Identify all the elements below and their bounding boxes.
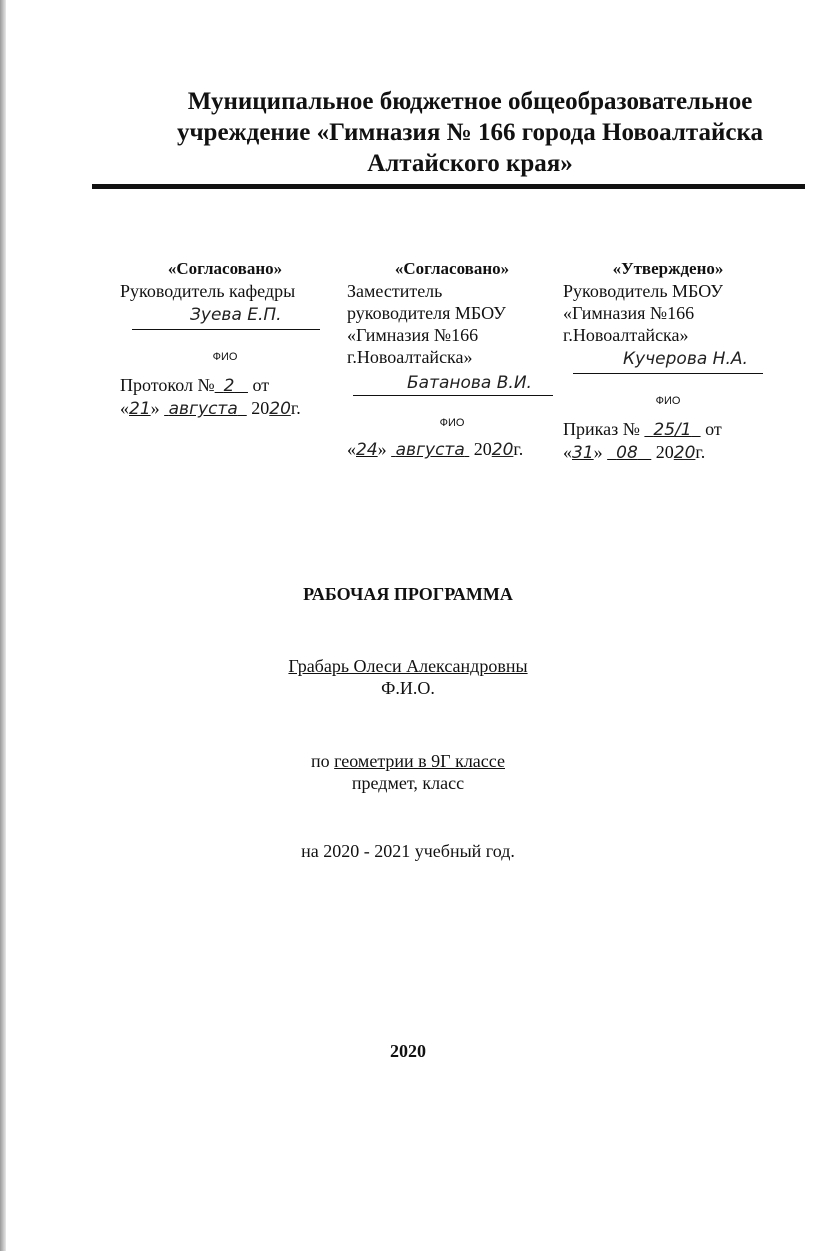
approver-org-2: г.Новоалтайска»	[563, 325, 689, 345]
signature-line	[573, 373, 763, 374]
approver-position: Руководитель МБОУ	[563, 281, 723, 301]
signature: Зуева Е.П.	[190, 305, 282, 325]
header-line-2: учреждение «Гимназия № 166 города Новоалтайска	[176, 119, 764, 146]
document-year: 2020	[390, 1041, 426, 1061]
signature: Батанова В.И.	[407, 373, 532, 393]
institution-header	[150, 86, 790, 179]
subject-line: по геометрии в 9Г классе	[311, 751, 505, 771]
protocol-date: «21» августа 2020г.	[120, 398, 301, 419]
approver-org-1: «Гимназия №166	[347, 325, 479, 345]
subject-label: предмет, класс	[351, 773, 465, 793]
approver-org-2: г.Новоалтайска»	[347, 347, 473, 367]
academic-year: на 2020 - 2021 учебный год.	[301, 841, 515, 861]
scan-edge	[0, 0, 6, 1251]
fio-label: ФИО	[655, 395, 681, 407]
header-line-3: Алтайского края»	[367, 150, 573, 177]
signature-area	[563, 346, 773, 376]
signature-area	[347, 368, 557, 398]
signature: Кучерова Н.А.	[623, 349, 748, 369]
approver-position-1: Заместитель	[347, 281, 443, 301]
approval-title: «Утверждено»	[612, 259, 724, 278]
subject: геометрии в 9Г классе	[334, 751, 505, 771]
order-date: «31» 08 2020г.	[563, 442, 706, 463]
fio-label: ФИО	[212, 351, 238, 363]
signature-line	[132, 329, 320, 330]
approval-date: «24» августа 2020г.	[347, 439, 524, 460]
approval-title: «Согласовано»	[167, 259, 283, 278]
approval-block-deputy	[347, 258, 557, 461]
teacher-label: Ф.И.О.	[381, 678, 435, 698]
signature-area	[120, 302, 330, 332]
signature-line	[353, 395, 553, 396]
protocol-line: Протокол № 2 от	[120, 375, 270, 396]
order-line: Приказ № 25/1 от	[563, 419, 722, 440]
approval-block-department	[120, 258, 330, 420]
approver-org-1: «Гимназия №166	[563, 303, 695, 323]
header-rule	[92, 184, 805, 189]
header-line-1: Муниципальное бюджетное общеобразовательное	[187, 88, 753, 115]
document-title: РАБОЧАЯ ПРОГРАММА	[303, 584, 513, 604]
approver-position: Руководитель кафедры	[120, 281, 296, 301]
fio-label: ФИО	[439, 417, 465, 429]
teacher-name: Грабарь Олеси Александровны	[288, 656, 528, 676]
approval-title: «Согласовано»	[394, 259, 510, 278]
approval-block-director	[563, 258, 773, 464]
protocol-number: 2	[223, 376, 235, 396]
approver-position-2: руководителя МБОУ	[347, 303, 506, 323]
order-number: 25/1	[653, 420, 692, 440]
